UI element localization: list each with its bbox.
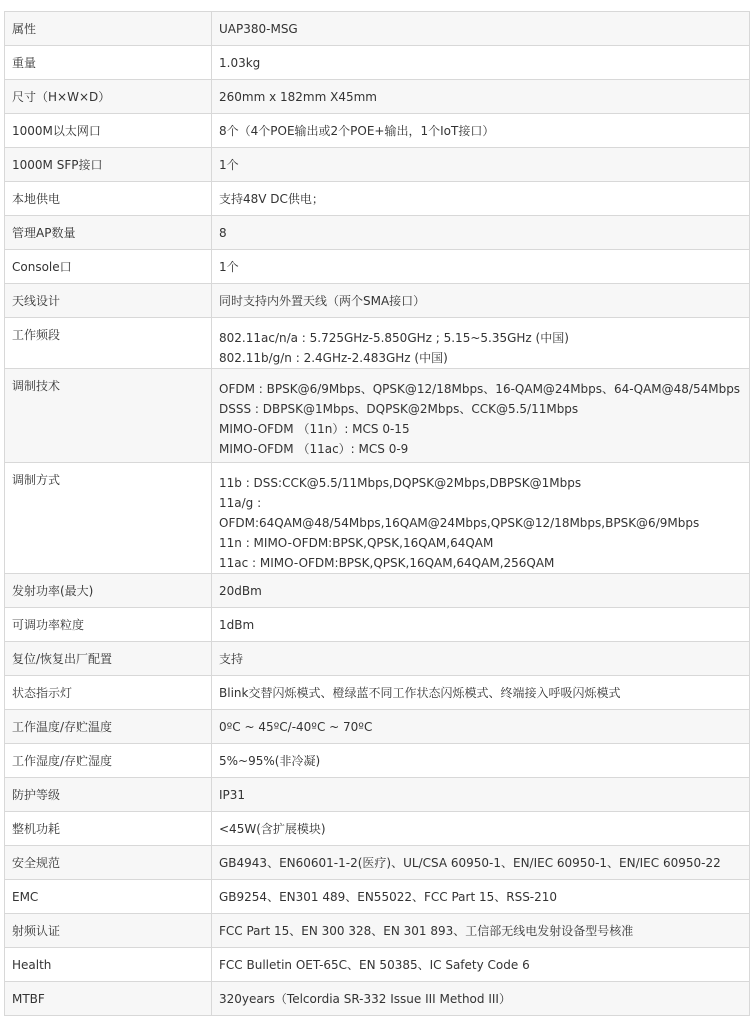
spec-key: 复位/恢复出厂配置 xyxy=(12,652,113,666)
spec-value-cell xyxy=(212,880,750,914)
spec-key-cell xyxy=(5,676,212,710)
spec-value-cell xyxy=(212,250,750,284)
spec-table-container xyxy=(4,11,750,1016)
spec-value-line: 8个（4个POE输出或2个POE+输出，1个IoT接口） xyxy=(219,124,495,138)
spec-key-cell xyxy=(5,574,212,608)
spec-key: 状态指示灯 xyxy=(12,686,73,700)
spec-value-line: 0ºC ~ 45ºC/-40ºC ~ 70ºC xyxy=(219,720,373,734)
spec-key: 工作频段 xyxy=(12,328,61,342)
spec-key-cell xyxy=(5,318,212,369)
spec-value-line: Blink交替闪烁模式、橙绿蓝不同工作状态闪烁模式、终端接入呼吸闪烁模式 xyxy=(219,686,621,700)
spec-key-cell xyxy=(5,710,212,744)
spec-key-cell xyxy=(5,369,212,463)
spec-key: 防护等级 xyxy=(12,788,61,802)
table-row xyxy=(5,812,750,846)
table-row xyxy=(5,880,750,914)
spec-key-cell xyxy=(5,284,212,318)
spec-table xyxy=(4,11,750,1016)
spec-value-line: FCC Part 15、EN 300 328、EN 301 893、工信部无线电发射设备型号核准 xyxy=(219,924,634,938)
spec-value-line: 320years（Telcordia SR-332 Issue III Method III） xyxy=(219,992,511,1006)
table-row xyxy=(5,574,750,608)
spec-value-cell xyxy=(212,369,750,463)
spec-value-line: 5%~95%(非冷凝) xyxy=(219,754,321,768)
spec-value-cell xyxy=(212,574,750,608)
spec-key-cell xyxy=(5,148,212,182)
spec-key: 可调功率粒度 xyxy=(12,618,85,632)
spec-value-cell xyxy=(212,710,750,744)
table-row xyxy=(5,12,750,46)
spec-key: 调制方式 xyxy=(12,473,61,487)
spec-key: 属性 xyxy=(12,22,37,36)
table-row xyxy=(5,463,750,574)
spec-key: 整机功耗 xyxy=(12,822,61,836)
spec-value-cell xyxy=(212,608,750,642)
table-row xyxy=(5,80,750,114)
spec-value-line: DSSS : DBPSK@1Mbps、DQPSK@2Mbps、CCK@5.5/11Mbps xyxy=(219,402,579,416)
table-row xyxy=(5,778,750,812)
table-row xyxy=(5,284,750,318)
spec-value-line: GB4943、EN60601-1-2(医疗)、UL/CSA 60950-1、EN/IEC 60950-1、EN/IEC 60950-22 xyxy=(219,856,721,870)
spec-value-line: 260mm x 182mm X45mm xyxy=(219,90,377,104)
table-row xyxy=(5,250,750,284)
spec-value-cell xyxy=(212,46,750,80)
spec-value-cell xyxy=(212,914,750,948)
spec-key: 重量 xyxy=(12,56,37,70)
spec-value-cell xyxy=(212,778,750,812)
spec-key-cell xyxy=(5,880,212,914)
spec-value-cell xyxy=(212,12,750,46)
spec-key-cell xyxy=(5,744,212,778)
spec-value-line: 20dBm xyxy=(219,584,262,598)
spec-key: 工作温度/存贮温度 xyxy=(12,720,113,734)
spec-key-cell xyxy=(5,914,212,948)
spec-value-cell xyxy=(212,463,750,574)
spec-value-line: 1.03kg xyxy=(219,56,261,70)
spec-value-line: 1个 xyxy=(219,158,239,172)
table-row xyxy=(5,182,750,216)
spec-key: Health xyxy=(12,958,52,972)
spec-key-cell xyxy=(5,642,212,676)
spec-value-cell xyxy=(212,982,750,1016)
spec-value-line: 同时支持内外置天线（两个SMA接口） xyxy=(219,294,426,308)
table-row xyxy=(5,846,750,880)
spec-value-line: 802.11ac/n/a : 5.725GHz-5.850GHz ; 5.15~5.35GHz (中国) xyxy=(219,331,569,345)
spec-value-cell xyxy=(212,812,750,846)
spec-value-cell xyxy=(212,216,750,250)
table-row xyxy=(5,46,750,80)
spec-key: Console口 xyxy=(12,260,72,274)
spec-key-cell xyxy=(5,463,212,574)
spec-value-line: 支持 xyxy=(219,652,244,666)
spec-value-line: 1dBm xyxy=(219,618,255,632)
spec-key: 1000M SFP接口 xyxy=(12,158,103,172)
spec-value-cell xyxy=(212,284,750,318)
spec-key: MTBF xyxy=(12,992,45,1006)
spec-key-cell xyxy=(5,182,212,216)
spec-key: 发射功率(最大) xyxy=(12,584,94,598)
spec-key: 调制技术 xyxy=(12,379,61,393)
table-row xyxy=(5,914,750,948)
spec-value-cell xyxy=(212,148,750,182)
spec-value-line: MIMO-OFDM （11ac）: MCS 0-9 xyxy=(219,442,409,456)
spec-key-cell xyxy=(5,846,212,880)
table-row xyxy=(5,982,750,1016)
spec-key: 尺寸（H×W×D） xyxy=(12,90,111,104)
spec-value-cell xyxy=(212,114,750,148)
spec-key: 工作湿度/存贮湿度 xyxy=(12,754,113,768)
spec-value-line: 11b : DSS:CCK@5.5/11Mbps,DQPSK@2Mbps,DBPSK@1Mbps xyxy=(219,476,582,490)
spec-key: 安全规范 xyxy=(12,856,61,870)
spec-value-line: UAP380-MSG xyxy=(219,22,298,36)
spec-key-cell xyxy=(5,216,212,250)
spec-key: 本地供电 xyxy=(12,192,61,206)
spec-value-cell xyxy=(212,948,750,982)
spec-key-cell xyxy=(5,608,212,642)
spec-key-cell xyxy=(5,982,212,1016)
spec-key-cell xyxy=(5,46,212,80)
spec-value-line: FCC Bulletin OET-65C、EN 50385、IC Safety Code 6 xyxy=(219,958,530,972)
spec-key: 1000M以太网口 xyxy=(12,124,101,138)
spec-value-line: IP31 xyxy=(219,788,246,802)
spec-value-line: 1个 xyxy=(219,260,239,274)
spec-key-cell xyxy=(5,812,212,846)
spec-value-cell xyxy=(212,80,750,114)
spec-table-body xyxy=(5,12,750,1016)
spec-value-line: <45W(含扩展模块) xyxy=(219,822,326,836)
spec-value-cell xyxy=(212,744,750,778)
table-row xyxy=(5,608,750,642)
table-row xyxy=(5,216,750,250)
spec-value-cell xyxy=(212,318,750,369)
table-row xyxy=(5,114,750,148)
table-row xyxy=(5,318,750,369)
spec-key: 射频认证 xyxy=(12,924,61,938)
spec-key-cell xyxy=(5,80,212,114)
table-row xyxy=(5,642,750,676)
spec-value-line: 11ac : MIMO-OFDM:BPSK,QPSK,16QAM,64QAM,256QAM xyxy=(219,556,555,570)
spec-value-line: 802.11b/g/n : 2.4GHz-2.483GHz (中国) xyxy=(219,351,448,365)
spec-value-cell xyxy=(212,846,750,880)
spec-value-line: OFDM : BPSK@6/9Mbps、QPSK@12/18Mbps、16-QAM@24Mbps、64-QAM@48/54Mbps xyxy=(219,382,741,396)
spec-value-cell xyxy=(212,642,750,676)
table-row xyxy=(5,369,750,463)
spec-value-line: 11a/g : OFDM:64QAM@48/54Mbps,16QAM@24Mbps,QPSK@12/18Mbps,BPSK@6/9Mbps xyxy=(219,496,700,530)
spec-key: EMC xyxy=(12,890,39,904)
spec-value-line: GB9254、EN301 489、EN55022、FCC Part 15、RSS-210 xyxy=(219,890,558,904)
table-row xyxy=(5,948,750,982)
spec-value-cell xyxy=(212,676,750,710)
spec-key-cell xyxy=(5,250,212,284)
table-row xyxy=(5,148,750,182)
spec-value-line: MIMO-OFDM （11n）: MCS 0-15 xyxy=(219,422,410,436)
spec-key-cell xyxy=(5,114,212,148)
spec-key: 管理AP数量 xyxy=(12,226,76,240)
spec-key: 天线设计 xyxy=(12,294,61,308)
spec-key-cell xyxy=(5,12,212,46)
spec-value-line: 支持48V DC供电； xyxy=(219,192,324,206)
table-row xyxy=(5,710,750,744)
spec-value-cell xyxy=(212,182,750,216)
spec-value-line: 8 xyxy=(219,226,227,240)
table-row xyxy=(5,744,750,778)
spec-value-line: 11n : MIMO-OFDM:BPSK,QPSK,16QAM,64QAM xyxy=(219,536,494,550)
table-row xyxy=(5,676,750,710)
spec-key-cell xyxy=(5,778,212,812)
spec-key-cell xyxy=(5,948,212,982)
